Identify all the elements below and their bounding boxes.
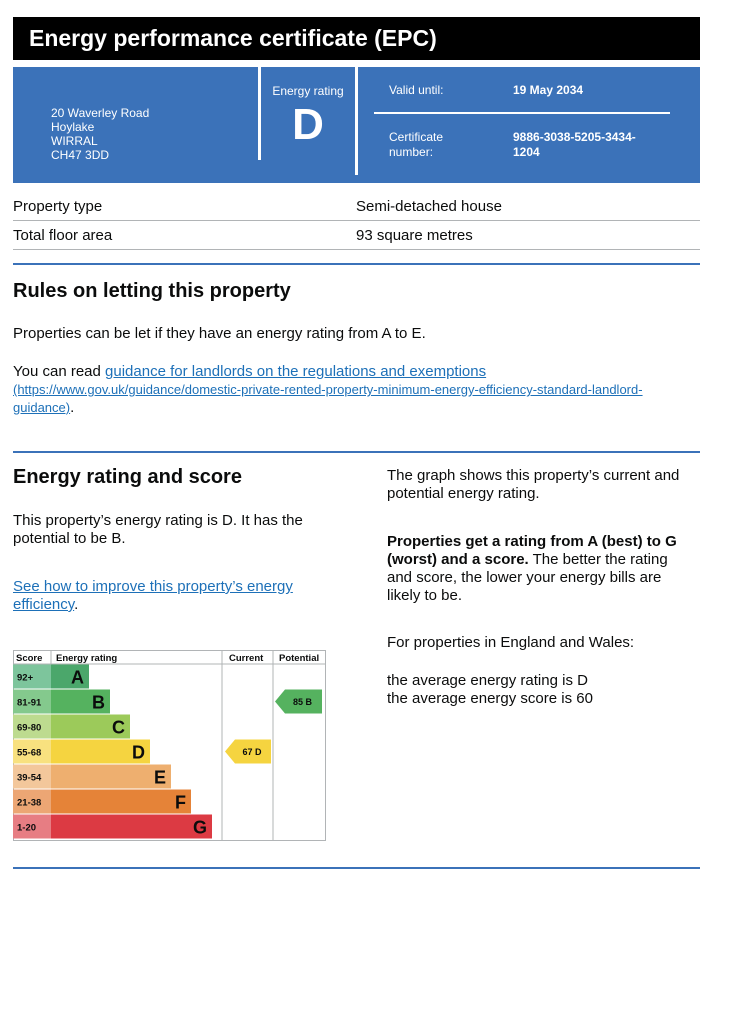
title-bar [13, 17, 700, 60]
rating-band-letter: G [192, 817, 207, 838]
guidance-prefix: You can read [13, 363, 106, 380]
current-rating-label: 67 D [242, 747, 262, 757]
period: . [70, 399, 75, 416]
property-type-row [13, 192, 700, 221]
rating-band-letter: F [175, 792, 186, 813]
section-divider [13, 867, 700, 869]
rating-band-letter: C [112, 717, 125, 738]
rating-heading: Energy rating and score [13, 466, 242, 488]
graph-header: Potential [279, 653, 320, 664]
certificate-number-line: 9886-3038-5205-3434- [513, 130, 636, 144]
graph-explanation [387, 467, 679, 503]
address-line: WIRRAL [51, 134, 98, 148]
rating-paragraph [13, 512, 303, 548]
rating-band-letter: D [132, 742, 145, 763]
bold-text: Properties get a rating from A (best) to G [387, 533, 677, 550]
graph-header: Energy rating [56, 653, 118, 664]
rating-band-letter: E [153, 767, 166, 788]
address [51, 106, 149, 162]
address-line: Hoylake [51, 120, 95, 134]
rating-band-letter: A [71, 667, 84, 688]
score-range-label: 69-80 [17, 722, 42, 734]
rating-band-f [51, 790, 191, 814]
certificate-label-line: Certificate [389, 130, 444, 144]
graph-header: Current [229, 653, 264, 664]
average-rating: the average energy rating is D [387, 672, 588, 689]
guidance-link[interactable]: guidance for landlords on the regulations and exemptions [105, 363, 487, 380]
energy-rating-letter: D [292, 100, 324, 149]
floor-area-value: 93 square metres [356, 227, 473, 244]
averages [387, 672, 593, 708]
score-range-label: 55-68 [17, 747, 42, 759]
energy-rating-label: Energy rating [272, 84, 344, 98]
valid-until-label: Valid until: [389, 83, 444, 97]
score-range-label: 39-54 [17, 772, 42, 784]
text: The better the rating [528, 551, 668, 568]
text-line: likely to be. [387, 587, 463, 604]
guidance-url[interactable]: (https://www.gov.uk/guidance/domestic-private-rented-property-minimum-energy-efficiency-standard-landlord- [13, 382, 643, 397]
bold-text: (worst) and a score. [387, 551, 529, 568]
divider [355, 67, 358, 175]
property-type-label: Property type [13, 198, 103, 215]
potential-rating-label: 85 B [292, 697, 313, 707]
divider [258, 67, 261, 160]
rating-line: potential to be B. [13, 530, 126, 547]
rating-band-letter: B [92, 692, 105, 713]
rating-explanation [387, 533, 677, 605]
guidance-paragraph [13, 363, 700, 417]
address-line: CH47 3DD [51, 148, 110, 162]
letting-heading: Rules on letting this property [13, 280, 291, 302]
text-line: potential energy rating. [387, 485, 540, 502]
guidance-url[interactable]: guidance) [13, 400, 71, 415]
improve-paragraph [13, 578, 293, 614]
letting-paragraph: Properties can be let if they have an energy rating from A to E. [13, 325, 426, 342]
summary-panel [13, 67, 700, 183]
epc-rating-graph [13, 650, 326, 841]
score-range-label: 81-91 [17, 697, 42, 709]
rating-line: This property’s energy rating is D. It has the [13, 512, 303, 529]
divider [374, 112, 670, 114]
average-score: the average energy score is 60 [387, 690, 593, 707]
section-divider [13, 451, 700, 453]
certificate-number-line: 1204 [513, 145, 540, 159]
improve-link[interactable]: See how to improve this property’s energy [13, 578, 293, 595]
page-title: Energy performance certificate (EPC) [29, 25, 437, 51]
certificate-label-line: number: [389, 145, 434, 159]
text-line: and score, the lower your energy bills are [387, 569, 662, 586]
score-range-label: 21-38 [17, 797, 42, 809]
certificate-number-value [513, 130, 636, 160]
section-divider [13, 263, 700, 265]
score-range-label: 92+ [17, 672, 34, 684]
text-line: The graph shows this property’s current and [387, 467, 680, 484]
address-line: 20 Waverley Road [51, 106, 150, 120]
graph-header: Score [16, 653, 43, 664]
rating-band-g [51, 815, 212, 839]
improve-link[interactable]: efficiency [13, 596, 75, 613]
floor-area-label: Total floor area [13, 227, 113, 244]
floor-area-row [13, 221, 700, 250]
valid-until-value: 19 May 2034 [513, 83, 584, 97]
property-type-value: Semi-detached house [356, 198, 502, 215]
certificate-number-label [389, 130, 443, 160]
region-note: For properties in England and Wales: [387, 634, 635, 651]
score-range-label: 1-20 [17, 822, 37, 834]
period: . [74, 596, 79, 613]
